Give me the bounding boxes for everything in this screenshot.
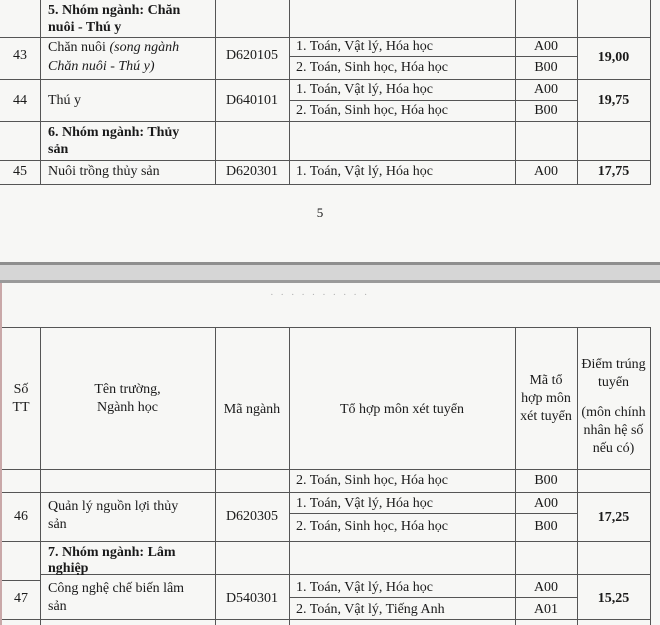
header-score: (môn chính xyxy=(581,405,646,420)
header-subject-code: Mã tổ xyxy=(529,373,563,388)
scan-artifact: · · · · · · · · · · xyxy=(270,289,370,301)
major-name: sản xyxy=(48,599,67,614)
major-name: Chăn nuôi (song ngành xyxy=(48,40,180,55)
table-rule xyxy=(215,327,216,625)
subject-code: A00 xyxy=(533,496,559,511)
major-code: D540301 xyxy=(225,591,279,606)
table-rule xyxy=(40,0,41,185)
header-subject-code: xét tuyển xyxy=(520,409,572,424)
table-rule xyxy=(2,327,651,328)
group-heading: sản xyxy=(48,142,69,157)
major-name: Nuôi trồng thủy sản xyxy=(48,164,160,179)
subject-code: A00 xyxy=(533,82,559,97)
subject-combo: 2. Toán, Sinh học, Hóa học xyxy=(296,473,448,488)
group-heading: nuôi - Thú y xyxy=(48,20,122,35)
header-name: Ngành học xyxy=(96,400,159,415)
major-code: D640101 xyxy=(225,93,279,108)
header-score: nếu có) xyxy=(592,441,635,456)
major-code: D620301 xyxy=(225,164,279,179)
major-name: Chăn nuôi - Thú y) xyxy=(48,59,155,74)
page-bottom xyxy=(0,283,660,625)
subject-combo: 2. Toán, Vật lý, Tiếng Anh xyxy=(296,602,445,617)
row-number: 44 xyxy=(13,93,27,108)
subject-combo: 1. Toán, Vật lý, Hóa học xyxy=(296,496,433,511)
admission-score: 19,75 xyxy=(597,93,630,108)
table-rule xyxy=(0,184,651,185)
major-name: sản xyxy=(48,517,67,532)
header-stt: TT xyxy=(12,400,30,415)
subject-code: B00 xyxy=(534,519,558,534)
table-rule xyxy=(40,574,651,575)
group-heading: 7. Nhóm ngành: Lâm xyxy=(48,545,176,560)
table-rule xyxy=(289,513,577,514)
table-rule xyxy=(289,56,577,57)
group-heading: 6. Nhóm ngành: Thủy xyxy=(48,125,180,140)
major-code: D620305 xyxy=(225,509,279,524)
subject-code: A00 xyxy=(533,580,559,595)
header-score: nhân hệ số xyxy=(583,423,644,438)
subject-combo: 1. Toán, Vật lý, Hóa học xyxy=(296,164,433,179)
row-number: 43 xyxy=(13,48,27,63)
header-combo: Tổ hợp môn xét tuyển xyxy=(339,402,465,417)
major-name: Thú y xyxy=(48,93,82,108)
subject-combo: 2. Toán, Sinh học, Hóa học xyxy=(296,103,448,118)
header-code: Mã ngành xyxy=(223,402,281,417)
table-rule xyxy=(289,0,290,185)
table-rule xyxy=(650,0,651,185)
table-rule xyxy=(650,327,651,625)
subject-combo: 2. Toán, Sinh học, Hóa học xyxy=(296,60,448,75)
subject-combo: 1. Toán, Vật lý, Hóa học xyxy=(296,39,433,54)
header-subject-code: hợp môn xyxy=(521,391,571,406)
table-rule xyxy=(2,469,651,470)
subject-combo: 2. Toán, Sinh học, Hóa học xyxy=(296,519,448,534)
major-name: Quản lý nguồn lợi thủy xyxy=(48,499,179,514)
subject-code: B00 xyxy=(534,103,558,118)
admission-score: 17,75 xyxy=(597,164,630,179)
table-rule xyxy=(2,619,651,620)
row-number: 47 xyxy=(14,591,28,606)
major-code: D620105 xyxy=(225,48,279,63)
header-stt: Số xyxy=(13,382,29,397)
page-number: 5 xyxy=(316,205,324,220)
header-score: Điểm trúng xyxy=(581,357,646,372)
admission-score: 15,25 xyxy=(597,591,630,606)
subject-code: A00 xyxy=(533,39,559,54)
group-heading: 5. Nhóm ngành: Chăn xyxy=(48,3,181,18)
row-number: 45 xyxy=(13,164,27,179)
page-top xyxy=(0,0,660,262)
major-name: Công nghệ chế biến lâm xyxy=(48,581,185,596)
admission-score: 19,00 xyxy=(597,50,630,65)
subject-code: B00 xyxy=(534,60,558,75)
subject-code: A01 xyxy=(533,602,559,617)
subject-code: B00 xyxy=(534,473,558,488)
row-number: 46 xyxy=(14,509,28,524)
header-name: Tên trường, xyxy=(94,382,161,397)
table-rule xyxy=(289,327,290,625)
table-rule xyxy=(2,580,40,581)
group-heading: nghiệp xyxy=(48,561,89,576)
table-rule xyxy=(2,541,651,542)
table-rule xyxy=(0,160,651,161)
header-score: tuyển xyxy=(597,375,630,390)
table-rule xyxy=(289,597,577,598)
page-separator xyxy=(0,262,660,283)
admission-score: 17,25 xyxy=(597,510,630,525)
table-rule xyxy=(40,327,41,625)
table-rule xyxy=(0,121,651,122)
subject-combo: 1. Toán, Vật lý, Hóa học xyxy=(296,82,433,97)
table-rule xyxy=(2,492,651,493)
subject-combo: 1. Toán, Vật lý, Hóa học xyxy=(296,580,433,595)
subject-code: A00 xyxy=(533,164,559,179)
